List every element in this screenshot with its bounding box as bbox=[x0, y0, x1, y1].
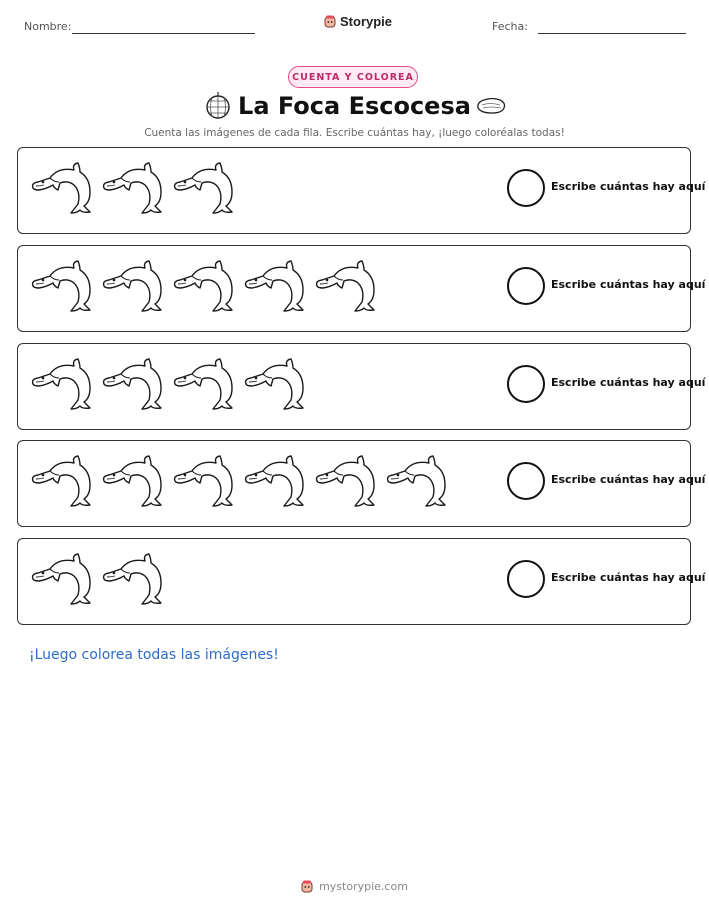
dolphin-icon bbox=[383, 451, 454, 509]
answer-circle[interactable] bbox=[507, 462, 545, 500]
dolphin-icon bbox=[99, 158, 170, 216]
name-label: Nombre: bbox=[24, 20, 72, 33]
dolphin-icon bbox=[312, 256, 383, 314]
date-label: Fecha: bbox=[492, 20, 528, 33]
activity-badge: CUENTA Y COLOREA bbox=[288, 66, 418, 88]
dolphin-icon bbox=[241, 256, 312, 314]
brand-name: Storypie bbox=[340, 14, 393, 29]
footer bbox=[0, 880, 709, 893]
counting-row bbox=[17, 538, 706, 625]
answer-prompt: Escribe cuántas hay aquí bbox=[551, 376, 706, 389]
date-field[interactable] bbox=[538, 33, 686, 34]
dolphin-icon bbox=[170, 451, 241, 509]
dolphin-icon bbox=[28, 256, 99, 314]
dolphin-icon bbox=[28, 451, 99, 509]
answer-circle[interactable] bbox=[507, 267, 545, 305]
brand-logo bbox=[324, 14, 392, 29]
dolphin-icon bbox=[28, 549, 99, 607]
answer-circle[interactable] bbox=[507, 169, 545, 207]
picture-group bbox=[28, 256, 383, 314]
dolphin-icon bbox=[170, 158, 241, 216]
counting-row bbox=[17, 343, 706, 430]
dolphin-icon bbox=[99, 451, 170, 509]
dolphin-icon bbox=[99, 256, 170, 314]
answer-prompt: Escribe cuántas hay aquí bbox=[551, 473, 706, 486]
instructions: Cuenta las imágenes de cada fila. Escribe cuántas hay, ¡luego coloréalas todas! bbox=[144, 127, 565, 139]
answer-prompt: Escribe cuántas hay aquí bbox=[551, 571, 706, 584]
counting-row bbox=[17, 440, 706, 527]
dolphin-icon bbox=[312, 451, 383, 509]
counting-row bbox=[17, 147, 706, 234]
name-field[interactable] bbox=[72, 33, 255, 34]
dolphin-icon bbox=[28, 354, 99, 412]
dolphin-icon bbox=[170, 354, 241, 412]
page-title: La Foca Escocesa bbox=[238, 92, 471, 120]
counting-row bbox=[17, 245, 706, 332]
answer-prompt: Escribe cuántas hay aquí bbox=[551, 180, 706, 193]
footer-url: mystorypie.com bbox=[319, 880, 408, 893]
picture-group bbox=[28, 354, 312, 412]
storypie-mascot-icon bbox=[324, 15, 336, 28]
answer-circle[interactable] bbox=[507, 560, 545, 598]
storypie-mascot-icon bbox=[301, 880, 313, 893]
coloring-note: ¡Luego colorea todas las imágenes! bbox=[29, 647, 279, 663]
dolphin-icon bbox=[99, 549, 170, 607]
picture-group bbox=[28, 549, 170, 607]
rock-icon bbox=[475, 96, 507, 116]
picture-group bbox=[28, 451, 454, 509]
picture-group bbox=[28, 158, 241, 216]
answer-prompt: Escribe cuántas hay aquí bbox=[551, 278, 706, 291]
dolphin-icon bbox=[241, 354, 312, 412]
dolphin-icon bbox=[99, 354, 170, 412]
dolphin-icon bbox=[170, 256, 241, 314]
answer-circle[interactable] bbox=[507, 365, 545, 403]
dolphin-icon bbox=[241, 451, 312, 509]
dolphin-icon bbox=[28, 158, 99, 216]
